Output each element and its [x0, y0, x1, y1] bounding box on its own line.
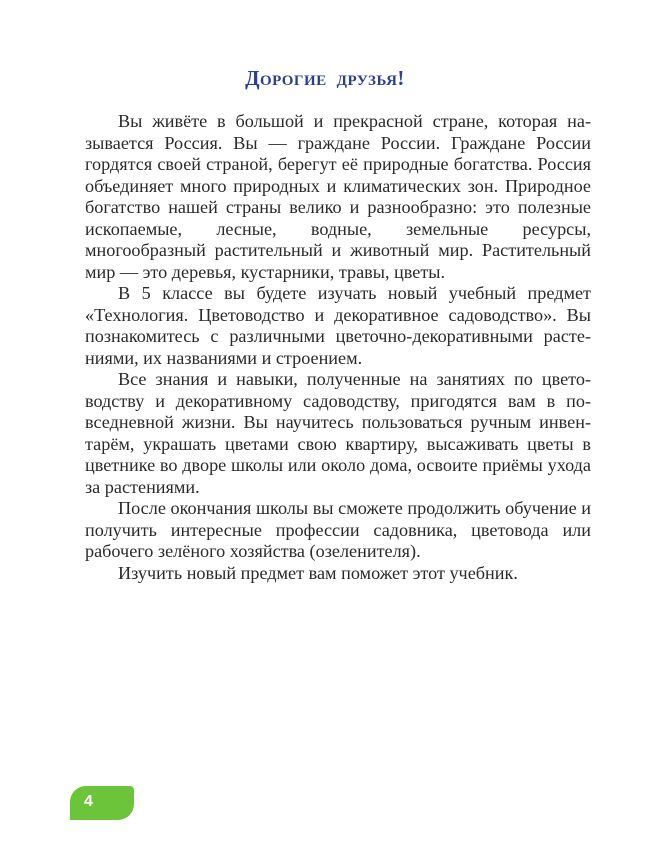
body-text	[85, 111, 591, 584]
paragraph-2: В 5 классе вы будете изучать новый учебный предмет «Технология. Цветоводство и декоративное садоводство». Вы познакомитесь с различными цветочно-декоративными растениями, их названиями и строением.	[85, 283, 591, 368]
title-word-2: друзья!	[336, 66, 405, 90]
title-word-1: Дорогие	[245, 66, 327, 90]
paragraph-3: Все знания и навыки, полученные на занятиях по цветоводству и декоративному садоводству, пригодятся вам в повседневной жизни. Вы научитесь пользоваться ручным инвентарём, украшать цветами свою квартиру, высаживать цветы в цветнике во дворе школы или около дома, освоите приёмы ухода за растениями.	[85, 369, 591, 497]
paragraph-5: Изучить новый предмет вам поможет этот учебник.	[118, 562, 518, 583]
page-number-tab	[70, 786, 134, 820]
page-number: 4	[84, 793, 93, 810]
paragraph-1: Вы живёте в большой и прекрасной стране, которая называется Россия. Вы — граждане России. Граждане России гордятся своей страной, берегут её природные богатства. Россия объединяет много природных и климатических зон. Природное богатство нашей страны велико и разнообразно: это полезные ископаемые, лесные, водные, земельные ресурсы, многообразный растительный и животный мир. Растительный мир — это деревья, кустарники, травы, цветы.	[85, 111, 591, 282]
paragraph-4: После окончания школы вы сможете продолжить обучение и получить интересные профессии садовника, цветовода или рабочего зелёного хозяйства (озеленителя).	[85, 498, 591, 561]
page-title	[0, 66, 650, 91]
